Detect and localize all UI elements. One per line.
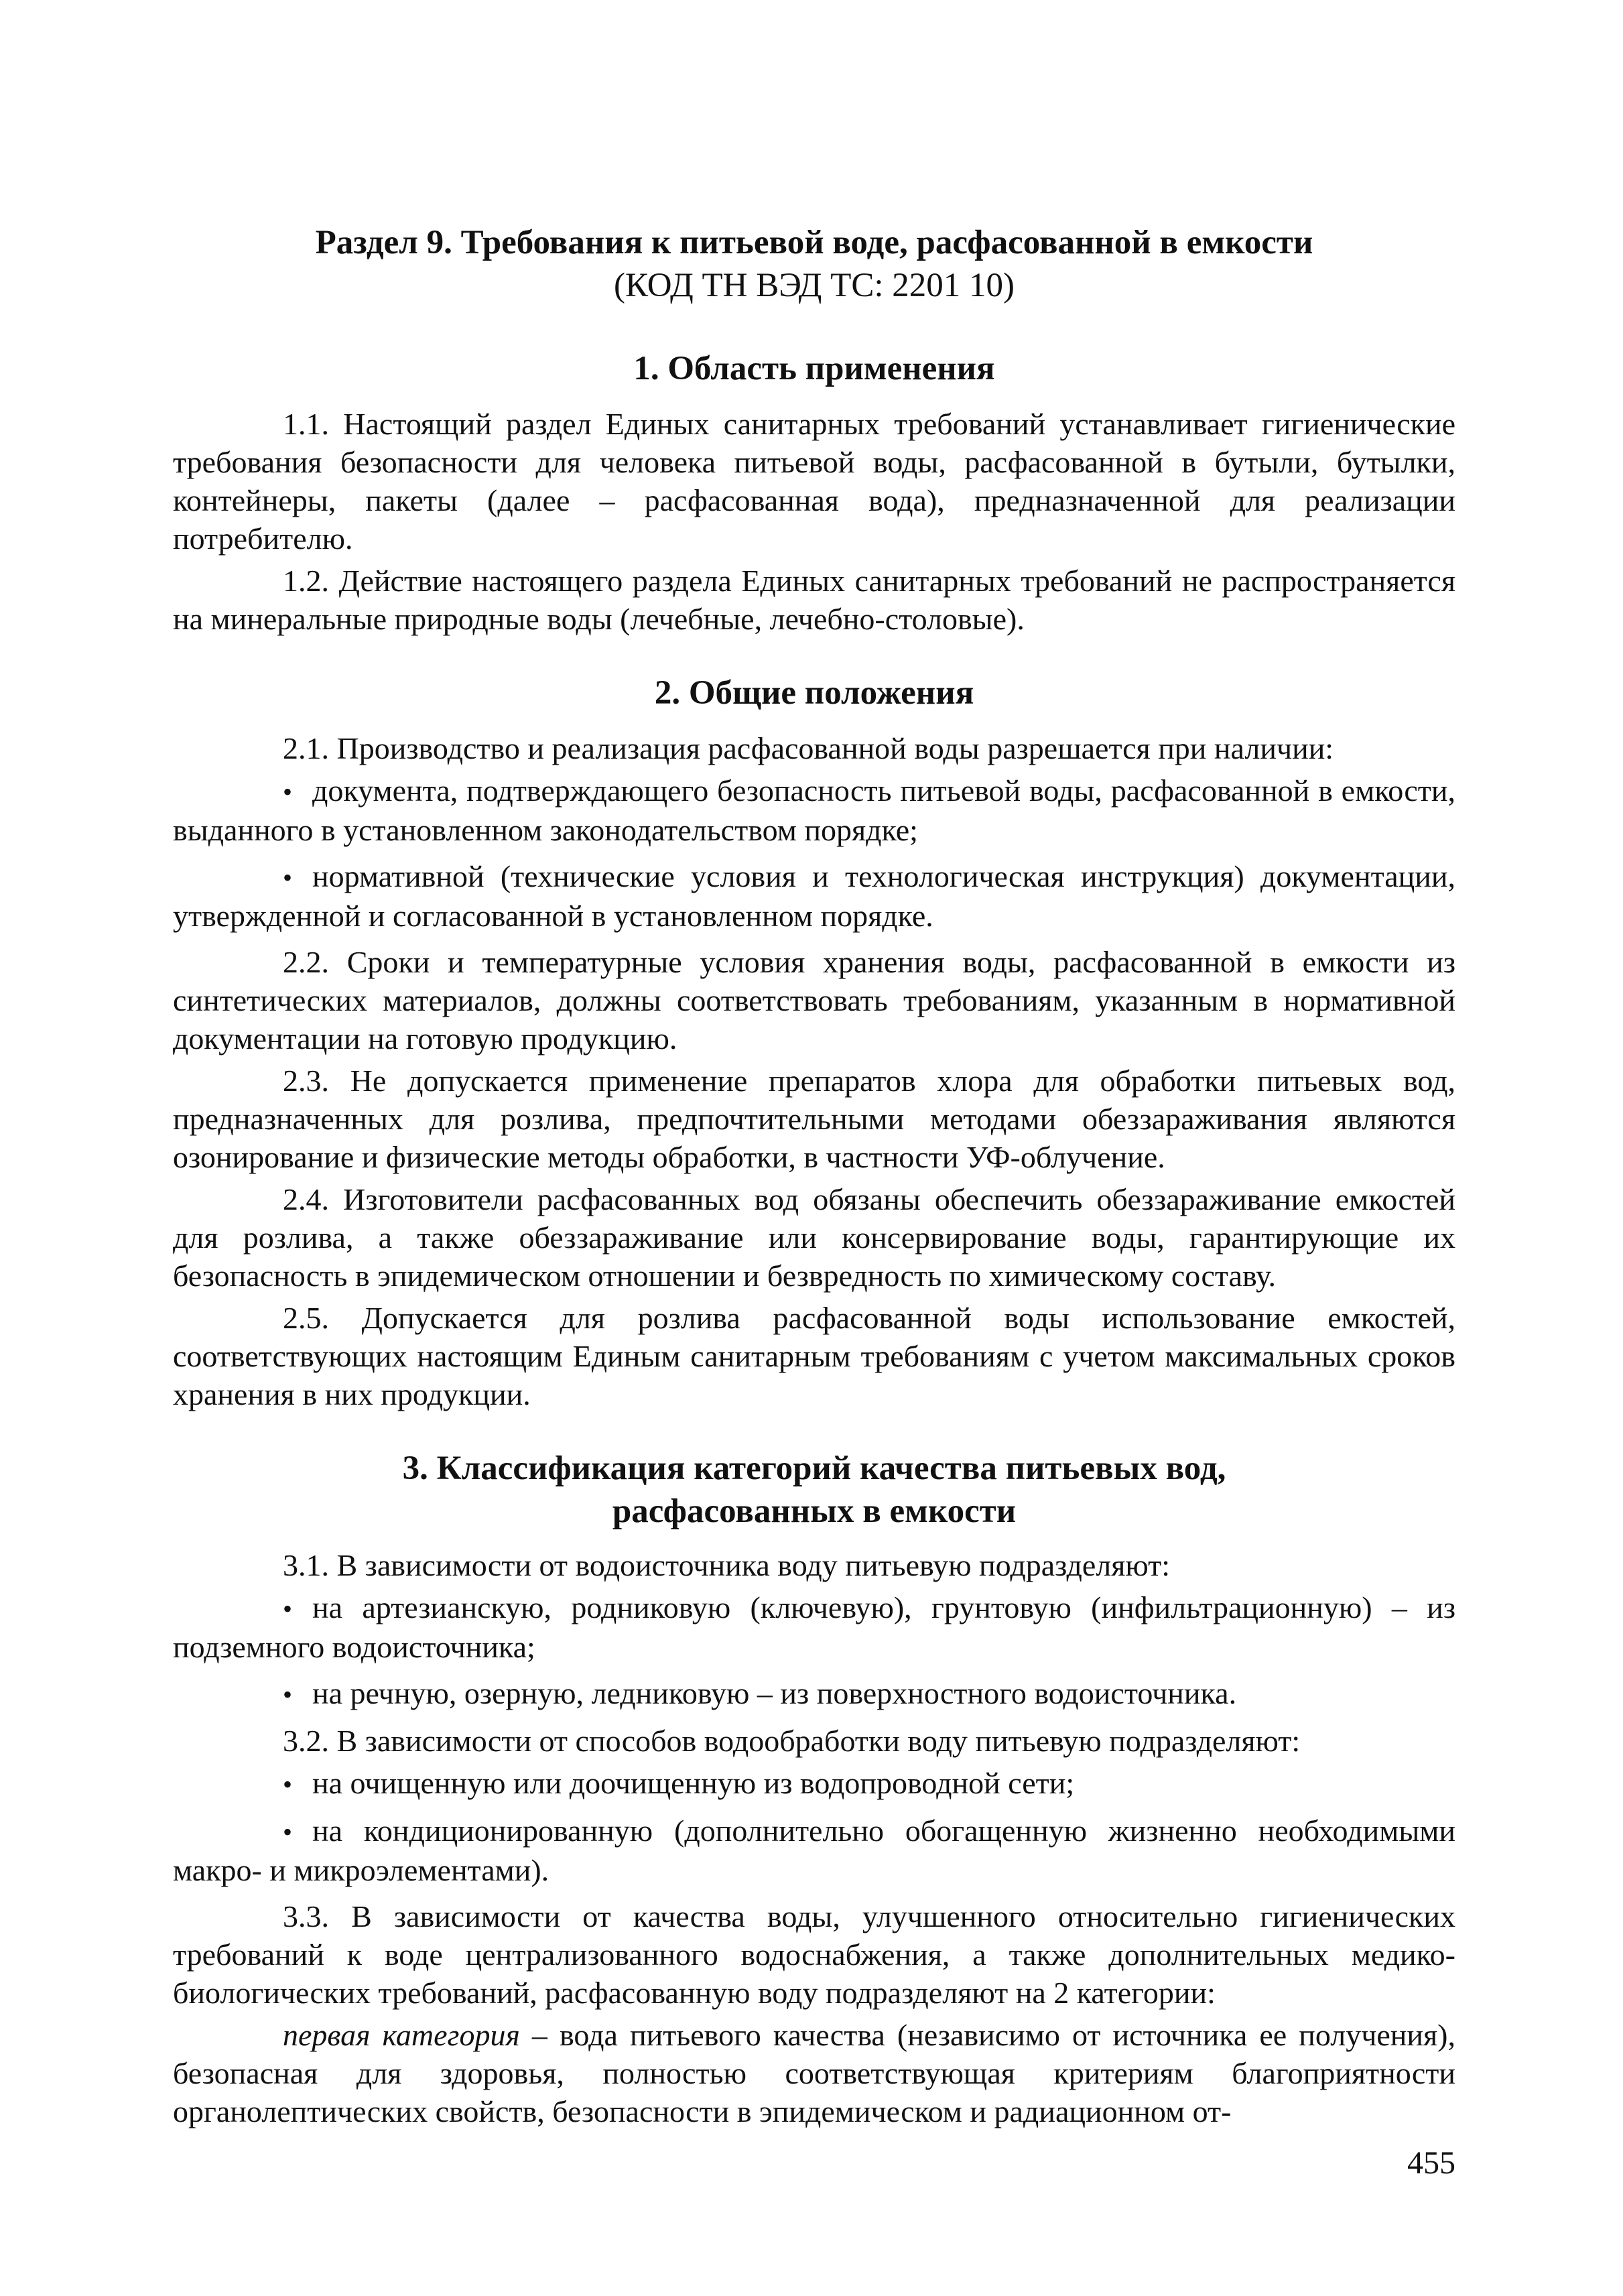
bullet-text: на артезианскую, родниковую (ключевую), грунтовую (инфильтрационную) – из подземного водоисточника; bbox=[173, 1590, 1455, 1664]
bullet-item bbox=[173, 1764, 1455, 1803]
bullet-text: на очищенную или доочищенную из водопроводной сети; bbox=[312, 1766, 1075, 1800]
bullet-icon: • bbox=[283, 1679, 293, 1710]
paragraph-2-1: 2.1. Производство и реализация расфасованной воды разрешается при наличии: bbox=[283, 731, 1334, 765]
bullet-item bbox=[173, 857, 1455, 935]
bullet-icon: • bbox=[283, 863, 293, 893]
paragraph-3-3: 3.3. В зависимости от качества воды, улучшенного относительно гигиенических требований к воде централизованного водоснабжения, а также дополнительных медико-биологических требований, расфасованную воду подразделяют на 2 категории: bbox=[173, 1899, 1455, 2010]
bullet-item bbox=[173, 1811, 1455, 1889]
bullet-icon: • bbox=[283, 777, 293, 807]
paragraph-2-3: 2.3. Не допускается применение препаратов хлора для обработки питьевых вод, предназначенных для розлива, предпочтительными методами обеззараживания являются озонирование и физические методы обработки, в частности УФ-облучение. bbox=[173, 1064, 1455, 1174]
paragraph-2-2: 2.2. Сроки и температурные условия хранения воды, расфасованной в емкости из синтетических материалов, должны соответствовать требованиям, указанным в нормативной документации на готовую продукцию. bbox=[173, 945, 1455, 1056]
paragraph-2-5: 2.5. Допускается для розлива расфасованной воды использование емкостей, соответствующих настоящим Единым санитарным требованиям с учетом максимальных сроков хранения в них продукции. bbox=[173, 1301, 1455, 1411]
bullet-icon: • bbox=[283, 1594, 293, 1624]
category-definition: – вода питьевого качества (независимо от источника ее получения), безопасная для здоровья, полностью соответствующая критериям благоприятности органолептических свойств, безопасности в эпидемическом и радиационном от- bbox=[173, 2018, 1455, 2128]
section-title: Раздел 9. Требования к питьевой воде, расфасованной в емкости bbox=[315, 224, 1313, 261]
paragraph-1-1: 1.1. Настоящий раздел Единых санитарных требований устанавливает гигиенические требования безопасности для человека питьевой воды, расфасованной в бутыли, бутылки, контейнеры, пакеты (далее – расфасованная вода), предназначенной для реализации потребителю. bbox=[173, 407, 1455, 556]
heading-line: 3. Классификация категорий качества питьевых вод, bbox=[402, 1450, 1226, 1487]
bullet-text: на речную, озерную, ледниковую – из поверхностного водоисточника. bbox=[312, 1676, 1237, 1710]
document-body bbox=[173, 221, 1455, 2134]
heading-general: 2. Общие положения bbox=[654, 674, 974, 712]
category-term: первая категория bbox=[283, 2018, 520, 2052]
paragraph-3-2: 3.2. В зависимости от способов водообработки воду питьевую подразделяют: bbox=[283, 1724, 1301, 1758]
bullet-text: документа, подтверждающего безопасность питьевой воды, расфасованной в емкости, выданного в установленном законодательством порядке; bbox=[173, 773, 1455, 847]
paragraph-3-1: 3.1. В зависимости от водоисточника воду питьевую подразделяют: bbox=[283, 1548, 1171, 1582]
page-number: 455 bbox=[1407, 2145, 1455, 2181]
section-code: (КОД ТН ВЭД ТС: 2201 10) bbox=[613, 267, 1015, 304]
paragraph-first-category bbox=[173, 2016, 1455, 2130]
heading-scope: 1. Область применения bbox=[633, 350, 995, 387]
bullet-icon: • bbox=[283, 1769, 293, 1799]
heading-classification bbox=[173, 1447, 1455, 1533]
bullet-icon: • bbox=[283, 1817, 293, 1847]
bullet-item bbox=[173, 1588, 1455, 1666]
bullet-text: на кондиционированную (дополнительно обогащенную жизненно необходимыми макро- и микроэлементами). bbox=[173, 1813, 1455, 1887]
heading-line: расфасованных в емкости bbox=[612, 1492, 1017, 1530]
bullet-item bbox=[173, 771, 1455, 849]
paragraph-1-2: 1.2. Действие настоящего раздела Единых санитарных требований не распространяется на минеральные природные воды (лечебные, лечебно-столовые). bbox=[173, 564, 1455, 636]
bullet-text: нормативной (технические условия и технологическая инструкция) документации, утвержденной и согласованной в установленном порядке. bbox=[173, 859, 1455, 933]
bullet-item bbox=[173, 1674, 1455, 1714]
paragraph-2-4: 2.4. Изготовители расфасованных вод обязаны обеспечить обеззараживание емкостей для розлива, а также обеззараживание или консервирование воды, гарантирующие их безопасность в эпидемическом отношении и безвредность по химическому составу. bbox=[173, 1182, 1455, 1293]
